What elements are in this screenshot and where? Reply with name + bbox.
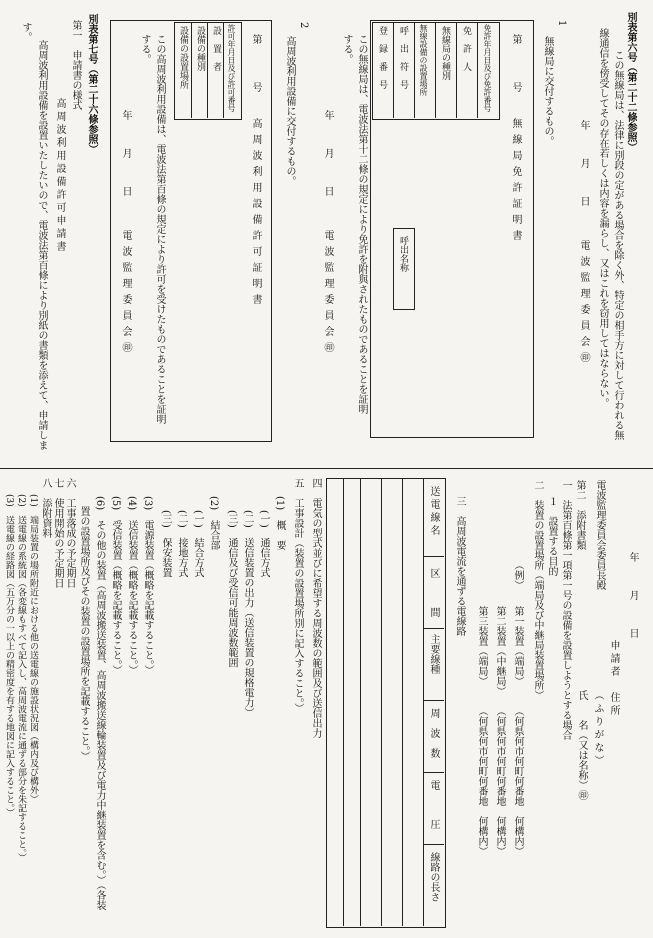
receiver-device: (5) 受信装置（概略を記載すること。） [110, 496, 121, 676]
s6-item-1-text: 無線局に交付するもの。 [542, 36, 553, 146]
material-1: (1) 端局装置の場所附近における他の送電線の施設状況図（構内及び構外） [28, 494, 38, 804]
s6-field-license-date: 免許年月日及び免許番号 [483, 24, 492, 112]
applicant-address-label: 申請者 住所 [608, 640, 619, 718]
s6-item-2-text: 高周波利用設備に交付するもの。 [284, 36, 295, 186]
s6-field-table [372, 22, 500, 120]
device-1: 第一装置（端局） [512, 606, 523, 686]
attached-materials-heading: 八 添附資料 [40, 478, 51, 538]
transmitter-device: (4) 送信装置（概略を記載すること。） [126, 496, 137, 676]
attach-item-1: 一 法第百條第一項第一号の設備を設置しようとする場合 [560, 480, 571, 740]
s6-item-1-num: 1 [556, 20, 567, 27]
s6-field-licensee: 免 許 人 [461, 26, 471, 71]
s7-cert-date: 年 月 日 [120, 110, 131, 205]
table-header-wire-type: 主要線種 [428, 634, 439, 674]
other-devices-cont: 置の設置場所及びその装置の設置場所を記載すること。） [78, 506, 89, 761]
s6-intro-line-1: この無線局は、法律に別段の定がある場合を除く外、特定の相手方に対して行われる無 [612, 50, 623, 440]
overview-comm-method: (一) 通信方式 [258, 510, 269, 578]
s7-form-heading: 第一 申請書の様式 [70, 20, 81, 110]
s6-field-registration-no: 登 録 番 号 [377, 26, 387, 89]
s7-cert-doc-number: 第 号 [250, 34, 261, 98]
s7-field-installer: 設 置 者 [211, 26, 221, 71]
appendix-7-title: 別表第七号（第二十六條参照） [86, 14, 97, 154]
device-3-address: （何県何市何町何番地 何構内） [476, 706, 487, 856]
attach-item-1-purpose: １ 設置する目的 [546, 496, 557, 576]
table-header-frequency: 周 波 数 [428, 708, 439, 758]
material-2: (2) 送電線の系統図（各変線もすべて記入し、高周波電流に通ずる部分を朱記すること。） [16, 494, 26, 863]
s6-field-station-type: 無線局の種別 [440, 26, 450, 80]
completion-date-heading: 六 工事落成の予定期日 [64, 478, 75, 588]
applicant-furigana: （ふりがな） [592, 690, 603, 768]
s7-field-equipment-type: 設備の種別 [195, 26, 205, 71]
device-2: 第二装置（中継局） [494, 606, 505, 696]
s6-authority: 電波監理委員会㊞ [578, 240, 589, 368]
applicant-name: 氏 名（又は名称）㊞ [576, 690, 587, 800]
application-date: 年 月 日 [627, 552, 638, 647]
s6-item-2-num: 2 [298, 22, 309, 29]
s6-cert-body-2: する。 [341, 34, 352, 64]
power-line-heading: 三 高周波電流を通ずる電線路 [454, 496, 465, 636]
grounding-method: (二) 接地方式 [176, 510, 187, 578]
overview-heading: (1) 概 要 [274, 496, 285, 551]
attachments-heading: 第二 添附書類 [574, 480, 585, 550]
device-2-address: （何県何市何町何番地 何構内） [494, 706, 505, 856]
table-header-section: 区 間 [428, 568, 439, 620]
electric-type-heading: 四 電気の型式並びに希望する周波数の範囲及び送信出力 [310, 478, 321, 738]
s7-application-title: 高周波利用設備許可申請書 [54, 98, 65, 254]
coupling-method: (一) 結合方式 [192, 510, 203, 578]
device-3: 第三装置（端局） [476, 606, 487, 686]
s6-field-install-location: 無線設備の設置場所 [419, 24, 428, 96]
protection-device: (三) 保安装置 [160, 510, 171, 578]
s6-intro-line-2: 線通信を傍受してその存在若しくは内容を漏らし、又はこれを窃用してはならない。 [597, 28, 608, 408]
attach-item-2: 二 装置の設置場所（端局及び中継局装置場所） [532, 480, 543, 700]
s6-call-name: 呼出名称 [398, 236, 408, 272]
s6-cert-title: 無線局免許証明書 [510, 118, 521, 246]
coupling-heading: (2) 結合部 [208, 496, 219, 551]
material-3: (3) 送電線の経路図（五万分の一以上の精密度を有する地図に記入すること。） [4, 494, 14, 818]
example-label: （例） [512, 560, 523, 590]
table-header-line-length: 線路の長さ [428, 852, 439, 902]
appendix-6-title: 別表第六号（第二十二條参照） [625, 12, 636, 152]
s7-field-permit-date: 許可年月日及び許可番号 [227, 24, 236, 112]
s7-cert-title: 高周波利用設備許可証明書 [250, 118, 261, 310]
construction-design-heading: 五 工事設計（装置の設置場所別に記入すること。） [292, 478, 303, 713]
device-1-address: （何県何市何町何番地 何構内） [512, 706, 523, 856]
s7-field-install-location: 設備の設置場所 [178, 26, 188, 89]
s6-cert-date: 年 月 日 [322, 110, 333, 205]
overview-freq-range: (三) 通信及び受信可能周波数範囲 [226, 510, 237, 668]
other-devices: (6) その他の装置（高周波搬送装置、高周波搬送線輪装置及び電力中継装置を含む。）（各装 [94, 496, 105, 911]
power-supply-device: (3) 電源装置（概略を記載すること。） [142, 496, 153, 676]
section-divider [0, 468, 653, 469]
s7-cert-body-1: この高周波利用設備は、電波法第百條の規定により許可を受けたものであることを証明 [154, 34, 165, 424]
s6-field-call-sign: 呼 出 符 号 [398, 26, 408, 89]
s7-application-body-1: 高周波利用設備を設置いたしたいので、電波法第百條により別紙の書類を添えて、申請しま [36, 40, 47, 450]
s6-cert-body-1: この無線局は、電波法第十二條の規定により免許を附與されたものであることを証明 [356, 34, 367, 414]
s6-cert-doc-number: 第 号 [510, 34, 521, 98]
s7-application-body-2: す。 [20, 22, 31, 42]
overview-tx-output: (二) 送信装置の出力（送信装置の規格電力） [242, 510, 253, 718]
table-header-line-name: 送電線名 [428, 486, 439, 538]
s7-cert-body-2: する。 [139, 34, 150, 64]
addressee: 電波監理委員会委員長殿 [594, 480, 605, 590]
s6-date: 年 月 日 [578, 120, 589, 215]
s7-cert-authority: 電波監理委員会㊞ [120, 230, 131, 358]
table-header-voltage: 電 圧 [428, 780, 439, 832]
s6-cert-authority: 電波監理委員会㊞ [322, 230, 333, 358]
start-date-heading: 七 使用開始の予定期日 [52, 478, 63, 588]
